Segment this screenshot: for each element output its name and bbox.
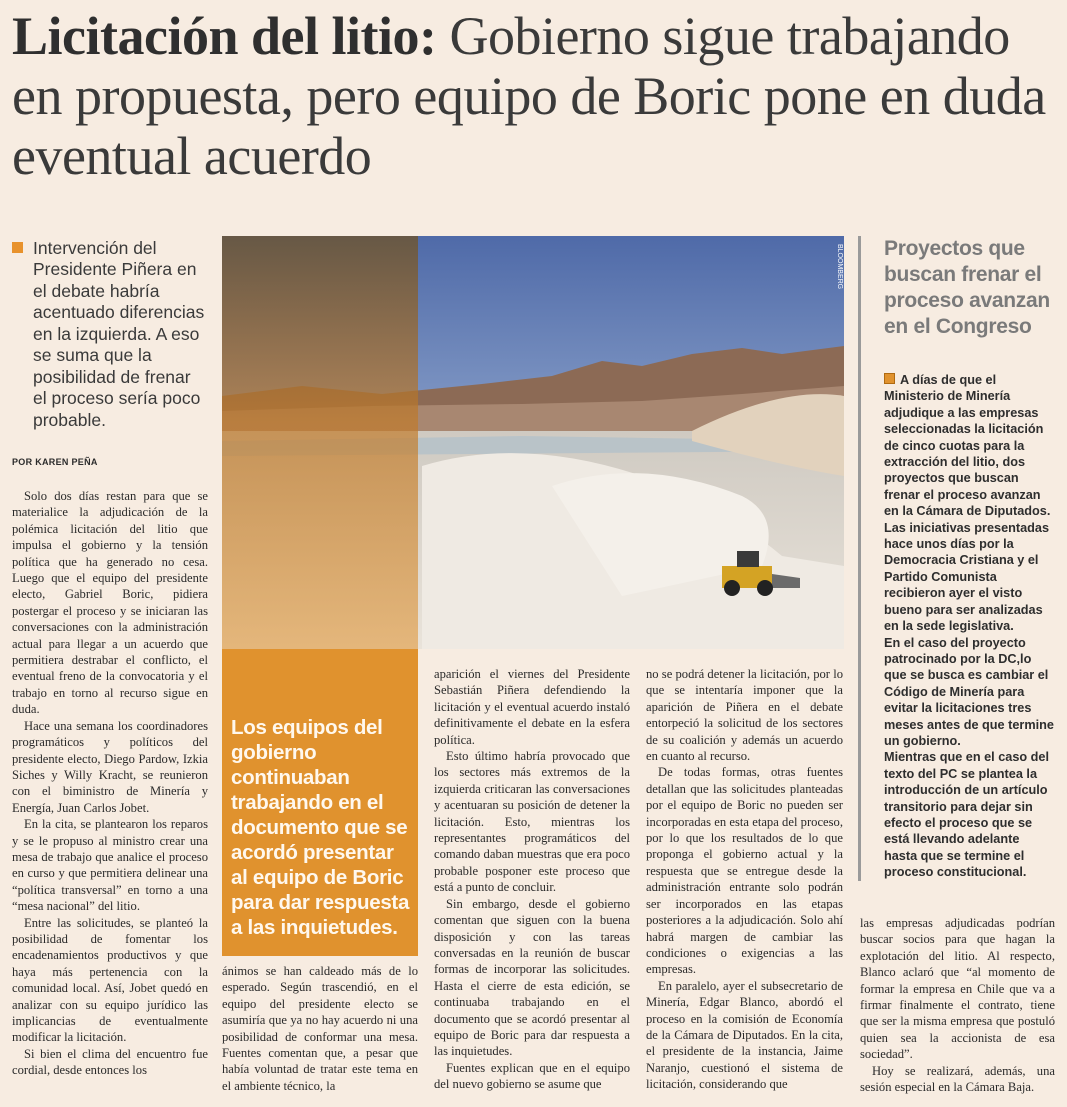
paragraph: Entre las solicitudes, se planteó la posibilidad de fomentar los encadenamientos productivos y que haya más pertenencia con la comunidad local. Así, Jobet quedó en analizar con su equipo jurídico las implicancias de eventualmente modificar la licitación.: [12, 915, 208, 1045]
paragraph: Fuentes explican que en el equipo del nuevo gobierno se asume que: [434, 1060, 630, 1092]
paragraph: Solo dos días restan para que se materialice la adjudicación de la polémica licitación del litio que impulsa el gobierno y la tensión política que ha generado no cesa. Luego que el equipo del presidente electo, Gabriel Boric, pidiera postergar el proceso y se iniciaran las conversaciones con la administración actual para llegar a un acuerdo que permitiera destrabar el conflicto, el eventual freno de la convocatoria y el trabajo en torno al recurso sigue en duda.: [12, 489, 208, 717]
paragraph: Sin embargo, desde el gobierno comentan que siguen con la buena disposición y con las tareas conversadas en la reunión de buscar formas de incorporar las solicitudes. Hasta el cierre de esta edición, se continuaba trabajando en el documento que se acordó presentar al equipo de Boric para dar respuesta a las inquietudes.: [434, 896, 630, 1059]
sidebar-paragraph: En el caso del proyecto patrocinado por la DC,lo que se busca es cambiar el Código de Minería para evitar la licitaciones tres meses antes de que termine un gobierno.: [884, 635, 1054, 748]
sidebar-divider: [858, 236, 861, 881]
paragraph: las empresas adjudicadas podrían buscar socios para que hagan la explotación del litio. Al respecto, Blanco aclaró que “al momento de formar la empresa en Chile que va a firmar finalmente el contrato, tiene que ser la misma empresa que postuló quien sea la accionista de esa sociedad”.: [860, 916, 1055, 1062]
paragraph: En la cita, se plantearon los reparos y se le propuso al ministro crear una mesa de trabajo que analice el proceso en curso y que permitiera delinear una “política transversal” en torno a una “mesa nacional” del litio.: [12, 817, 208, 914]
sidebar-paragraph: Las iniciativas presentadas hace unos días por la Democracia Cristiana y el Partido Comunista recibieron ayer el visto bueno para ser analizadas en la sede legislativa.: [884, 520, 1050, 634]
sidebar-paragraph: A días de que el Ministerio de Minería adjudique a las empresas seleccionadas la licitación de cinco cuotas para la extracción del litio, dos proyectos que buscan frenar el proceso avanzan en la Cámara de Diputados.: [884, 373, 1051, 519]
sidebar-paragraph: Mientras que en el caso del texto del PC se plantea la introducción de un artículo transitorio para dejar sin efecto el proceso que se está llevando adelante hasta que se termine el proceso constitucional.: [884, 750, 1049, 880]
sidebar-body: [884, 372, 1056, 881]
headline-kicker: Licitación del litio:: [12, 6, 437, 66]
square-bullet-icon: [12, 242, 23, 253]
paragraph: Esto último habría provocado que los sectores más extremos de la izquierda criticaran las conversaciones y acentuaran su posición de detener la licitación. Esto, mientras los representantes programáticos del comando daban muestras que era poco probable posponer este proceso que está a punto de concluir.: [434, 749, 630, 895]
article-column-5: [860, 915, 1055, 1095]
paragraph: De todas formas, otras fuentes detallan que las solicitudes planteadas por el equipo de Boric no pueden ser incorporadas en esta etapa del proceso, por lo que los resultados de lo que proponga el gobierno actual y la respuesta que se entregue desde la administración entrante solo podrán ser incorporados en las etapas posteriores a la adjudicación. Solo ahí habrá margen de cambiar las condiciones o exigencias a las empresas.: [646, 765, 843, 977]
photo-illustration: [222, 236, 844, 649]
paragraph: En paralelo, ayer el subsecretario de Minería, Edgar Blanco, abordó el proceso en la comisión de Economía de la Cámara de Diputados. En la cita, el presidente de la instancia, Jaime Naranjo, cuestionó el sistema de licitación, considerando que: [646, 978, 843, 1092]
headline-rest: Gobierno sigue trabajando en propuesta, pero equipo de Boric pone en duda eventual acuerdo: [12, 6, 1046, 186]
paragraph: Hace una semana los coordinadores programáticos y políticos del presidente electo, Diego Pardow, Izkia Siches y Willy Kracht, se reunieron con el biministro de Minería y Energía, Juan Carlos Jobet.: [12, 718, 208, 815]
square-bullet-icon: [884, 373, 895, 384]
byline: POR KAREN PEÑA: [12, 457, 98, 467]
article-column-4: [646, 666, 843, 1093]
paragraph: Hoy se realizará, además, una sesión especial en la Cámara Baja.: [860, 1063, 1055, 1095]
article-column-1: [12, 488, 208, 1079]
photo-credit: BLOOMBERG: [836, 244, 843, 290]
article-column-2: [222, 963, 418, 1094]
photo-lithium-salt-flat: [222, 236, 844, 649]
pull-quote-text: Los equipos del gobierno continuaban trabajando en el documento que se acordó presentar al equipo de Boric para dar respuesta a las inquietudes.: [231, 716, 410, 939]
paragraph: Si bien el clima del encuentro fue cordial, desde entonces los: [12, 1046, 208, 1078]
pull-quote-box: [222, 649, 418, 956]
paragraph: ánimos se han caldeado más de lo esperado. Según trascendió, en el equipo del presidente electo se asumiría que ya no hay acuerdo ni una posibilidad de conformar una mesa. Fuentes comentan que, a pesar que había voluntad de tratar este tema en el ambiente técnico, la: [222, 964, 418, 1093]
lead-text: Intervención del Presidente Piñera en el debate habría acentuado diferencias en la izquierda. A eso se suma que la posibilidad de frenar el proceso sería poco probable.: [33, 237, 205, 430]
sidebar-title: Proyectos que buscan frenar el proceso avanzan en el Congreso: [884, 237, 1050, 338]
headline: [12, 6, 1057, 186]
paragraph: aparición el viernes del Presidente Sebastián Piñera defendiendo la licitación y el eventual acuerdo instaló definitivamente el debate en la esfera política.: [434, 667, 630, 747]
lead-summary: [12, 238, 208, 431]
article-column-3: [434, 666, 630, 1093]
paragraph: no se podrá detener la licitación, por lo que se intentaría imponer que la aparición de Piñera en el debate entorpeció la solicitud de los sectores de su coalición y además un acuerdo en cuanto al recurso.: [646, 667, 843, 764]
